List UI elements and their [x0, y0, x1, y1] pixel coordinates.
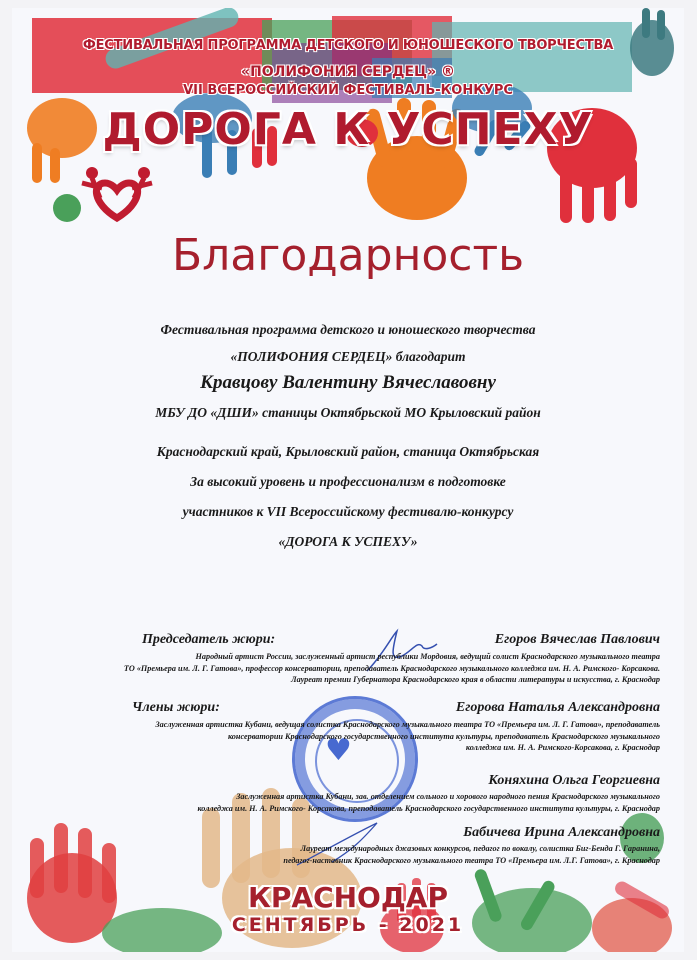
program-line: ФЕСТИВАЛЬНАЯ ПРОГРАММА ДЕТСКОГО И ЮНОШЕСКОГО ТВОРЧЕСТВА — [82, 38, 614, 53]
chair-desc-line: Народный артист России, заслуженный артист республики Мордовия, ведущий солист Краснодарского музыкального театра — [195, 652, 660, 661]
intro-line-1: Фестивальная программа детского и юношеского творчества — [160, 322, 536, 337]
member-description — [197, 791, 660, 814]
member-name: Бабичева Ирина Александровна — [463, 825, 660, 840]
footer-city: КРАСНОДАР — [248, 881, 448, 914]
member-desc-line: колледжа им. Н. А. Римского- Корсакова, преподаватель Краснодарского государственного института культуры, г. Краснодар — [197, 803, 660, 813]
festival-line: VII ВСЕРОССИЙСКИЙ ФЕСТИВАЛЬ-КОНКУРС — [183, 83, 513, 98]
reason-line-2: участников к VII Всероссийскому фестивалю-конкурсу — [182, 504, 514, 519]
reason-line-3: «ДОРОГА К УСПЕХУ» — [278, 534, 418, 549]
intro-line-2: «ПОЛИФОНИЯ СЕРДЕЦ» благодарит — [230, 349, 466, 364]
chair-heading: Председатель жюри: — [142, 632, 276, 647]
member-desc-line: Заслуженная артистка Кубани, зав. отделением сольного и хорового народного пения Краснодарского музыкального — [236, 792, 660, 801]
member-desc-line: Заслуженная артистка Кубани, ведущая солистка Краснодарского музыкального театра ТО «Премьера им. Л. Г. Гатова», преподаватель — [155, 720, 660, 729]
member-desc-line: колледжа им. Н. А. Римского-Корсакова, г. Краснодар — [465, 743, 660, 752]
member-desc-line: педагог-наставник Краснодарского музыкального театра ТО «Премьера им. Л.Г. Гатова», г. Краснодар — [283, 855, 660, 865]
hand-prints-header-decoration — [12, 8, 684, 223]
stamp-heart-icon: ♥ — [325, 733, 352, 768]
brand-line: «ПОЛИФОНИЯ СЕРДЕЦ» ® — [241, 64, 455, 80]
chair-description — [124, 651, 660, 686]
chair-desc-line: Лауреат премии Губернатора Краснодарского края в области литературы и искусства, г. Краснодар — [291, 675, 660, 684]
polyphony-hearts-logo-icon — [72, 158, 162, 223]
member-name: Егорова Наталья Александровна — [455, 700, 660, 715]
certificate-page — [12, 8, 684, 952]
members-heading: Члены жюри: — [132, 700, 220, 715]
festival-title: ДОРОГА К УСПЕХУ — [102, 104, 594, 155]
member-name: Коняхина Ольга Георгиевна — [488, 773, 660, 788]
chair-desc-line: ТО «Премьера им. Л. Г. Гатова», профессор консерватории, преподаватель Краснодарского музыкального колледжа им. Н. А. Римского- Корсакова. — [123, 663, 660, 673]
member-desc-line: консерватории Краснодарского государственного института культуры, преподаватель Краснодарского музыкального — [227, 731, 660, 741]
recipient-name: Кравцову Валентину Вячеславовну — [200, 372, 496, 393]
certificate-title: Благодарность — [171, 230, 525, 281]
organization: МБУ ДО «ДШИ» станицы Октябрьской МО Крыловский район — [155, 405, 541, 420]
member-description — [156, 719, 661, 754]
reason-line-1: За высокий уровень и профессионализм в подготовке — [190, 474, 506, 489]
footer-date: СЕНТЯБРЬ - 2021 — [231, 914, 465, 936]
member-description — [283, 843, 660, 866]
member-desc-line: Лауреат международных джазовых конкурсов, педагог по вокалу, солистка Биг-Бенда Г. Гаранина, — [300, 844, 660, 853]
chair-name: Егоров Вячеслав Павлович — [494, 632, 660, 647]
address: Краснодарский край, Крыловский район, станица Октябрьская — [156, 444, 540, 459]
